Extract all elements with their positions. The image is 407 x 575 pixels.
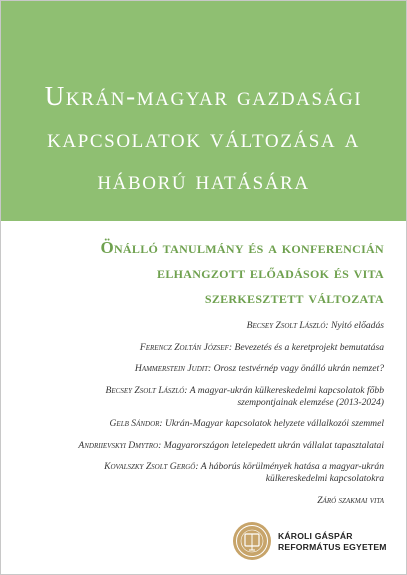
contents-item: Gelb Sándor: Ukrán-Magyar kapcsolatok helyzete vállalkozói szemmel [109,418,384,429]
contents-author: Kovalszky Zsolt Gergő [104,461,196,472]
contents-title-continued: külkereskedelmi kapcsolatokra [265,473,384,484]
subtitle-line: elhangzott előadások és vita [157,263,384,282]
contents-item: Becsey Zsolt László: Nyitó előadás [246,320,384,331]
contents-item: Kovalszky Zsolt Gergő: A háborús körülmények hatása a magyar-ukrán külkereskedelmi kapcsolatokra [31,461,384,485]
title-line: Ukrán-magyar gazdasági [44,81,363,111]
publisher-name-line: KÁROLI GÁSPÁR [278,531,353,541]
contents-author: Becsey Zsolt László [246,320,326,331]
contents-title: Ukrán-Magyar kapcsolatok helyzete vállalkozói szemmel [165,418,384,429]
university-seal-icon [232,521,272,561]
publisher-name-line: REFORMÁTUS EGYETEM [278,542,387,552]
contents-title: Orosz testvérnép vagy önálló ukrán nemzet? [213,363,384,374]
contents-title: Nyitó előadás [330,320,384,331]
contents-title: Magyarországon letelepedett ukrán vállalat tapasztalatai [163,439,384,451]
cover-subtitle [25,235,384,310]
contents-item: Hammerstein Judit: Orosz testvérnép vagy önálló ukrán nemzet? [134,363,384,374]
contents-list [31,320,384,516]
contents-closing: Záró szakmai vita [317,494,384,506]
contents-item: Andriievskyi Dmytro: Magyarországon letelepedett ukrán vállalat tapasztalatai [78,439,384,451]
contents-title: A háborús körülmények hatása a magyar-ukrán [200,461,384,472]
contents-item: Becsey Zsolt László: A magyar-ukrán külkereskedelmi kapcsolatok főbb szempontjainak elemzése (2013-2024) [31,385,384,409]
contents-item: Ferencz Zoltán József: Bevezetés és a keretprojekt bemutatása [139,341,384,353]
subtitle-line: Önálló tanulmány és a konferencián [100,238,384,257]
publisher-logo [232,521,397,563]
contents-title: Bevezetés és a keretprojekt bemutatása [234,341,384,353]
contents-author: Becsey Zsolt László [105,384,185,396]
cover-title [19,75,388,201]
title-line: háború hatására [97,165,310,195]
contents-title: A magyar-ukrán külkereskedelmi kapcsolatok főbb [189,384,384,396]
contents-author: Andriievskyi Dmytro [78,439,159,451]
contents-author: Hammerstein Judit [134,363,208,374]
contents-author: Ferencz Zoltán József [139,341,229,353]
subtitle-line: szerkesztett változata [204,288,384,307]
publisher-name [278,531,387,553]
contents-author: Gelb Sándor [109,418,160,429]
contents-item [31,495,384,507]
title-line: kapcsolatok változása a [47,123,360,153]
contents-title-continued: szempontjainak elemzése (2013-2024) [237,396,384,408]
